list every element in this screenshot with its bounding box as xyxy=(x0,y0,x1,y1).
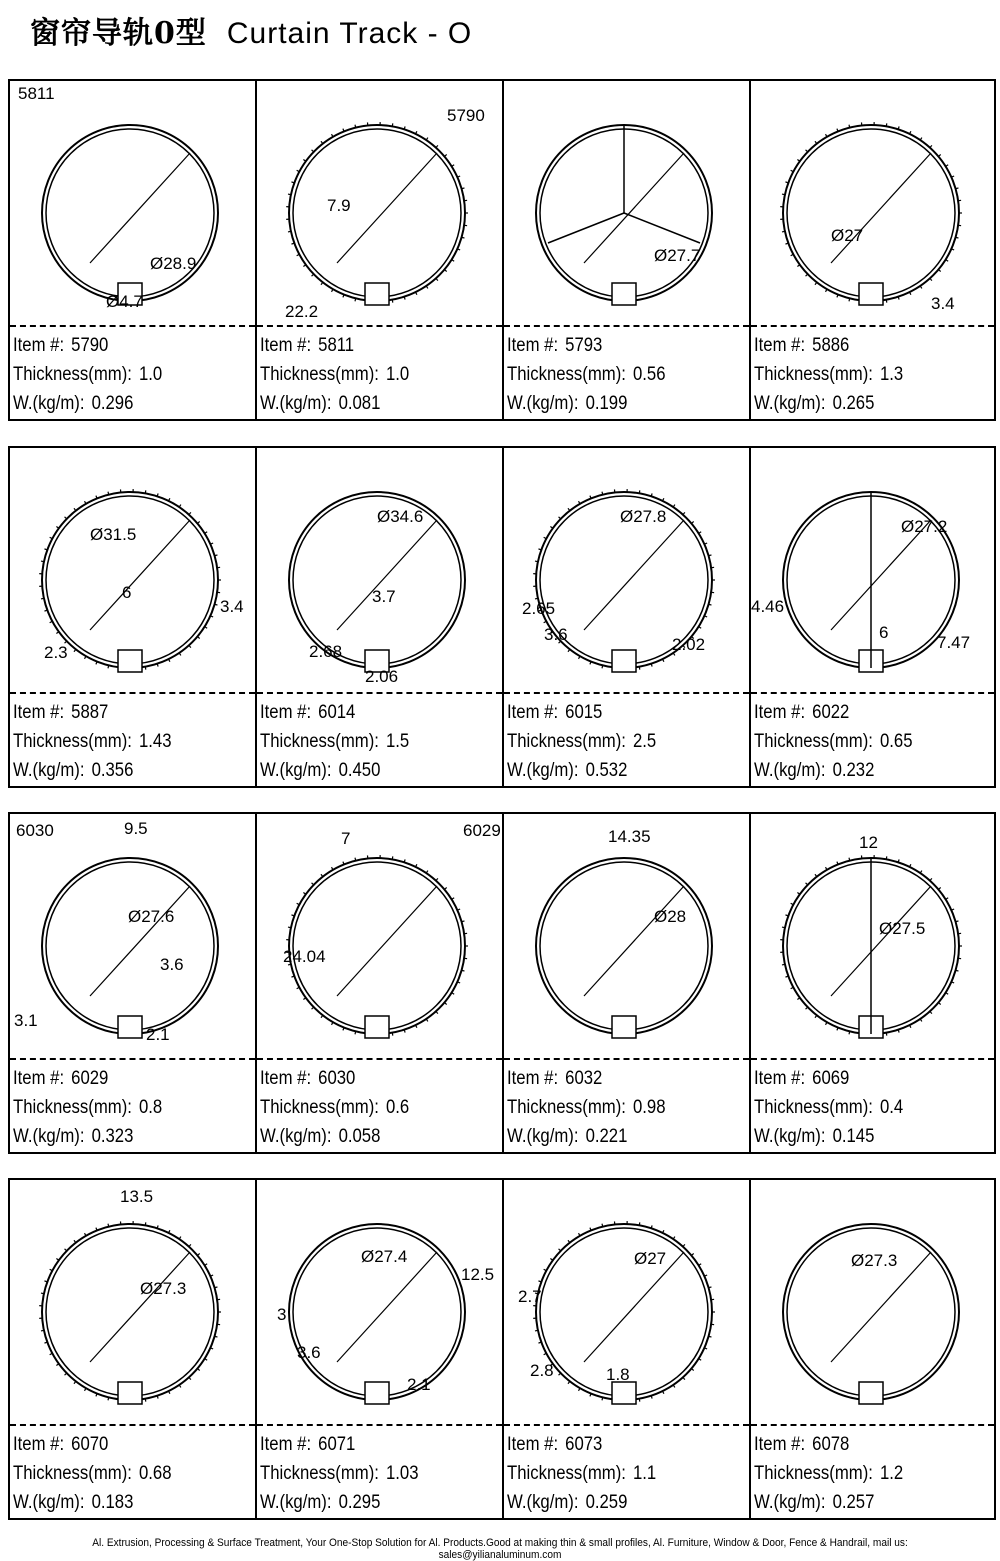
weight-value: 0.199 xyxy=(586,393,628,414)
dimension-label: Ø31.5 xyxy=(90,525,136,544)
thickness-label: Thickness(mm): xyxy=(260,1463,379,1484)
product-card xyxy=(10,81,257,419)
item-number-label: Item #: xyxy=(260,335,311,356)
dimension-label: 3.4 xyxy=(220,597,244,616)
dimension-label: Ø27.6 xyxy=(128,907,174,926)
item-number-line xyxy=(754,331,903,360)
weight-label: W.(kg/m): xyxy=(754,760,826,781)
dimension-label: Ø27 xyxy=(831,226,863,245)
thickness-value: 0.6 xyxy=(386,1097,409,1118)
item-number-line xyxy=(754,1064,903,1093)
thickness-value: 1.03 xyxy=(386,1463,419,1484)
product-card xyxy=(504,814,751,1152)
product-card xyxy=(751,448,994,786)
thickness-line xyxy=(754,1459,903,1488)
item-number-line xyxy=(260,1430,418,1459)
thickness-label: Thickness(mm): xyxy=(754,1463,873,1484)
dimension-label: 24.04 xyxy=(283,947,326,966)
item-number-label: Item #: xyxy=(260,1068,311,1089)
weight-line xyxy=(13,389,162,418)
product-card xyxy=(504,81,751,419)
thickness-value: 1.2 xyxy=(880,1463,903,1484)
dimension-label: 2.3 xyxy=(44,643,68,662)
dimension-label: Ø34.6 xyxy=(377,507,423,526)
weight-line xyxy=(754,389,903,418)
item-number-value: 5790 xyxy=(71,335,108,356)
weight-line xyxy=(507,756,656,785)
profile-drawing xyxy=(504,1180,750,1424)
footer-text: Al. Extrusion, Processing & Surface Treatment, Your One-Stop Solution for Al. Products.Good at making thin & small profiles, Al. Furniture, Window & Door, Fence & Handrail, mail us: sales@yilianaluminum.com xyxy=(40,1537,960,1561)
product-specs xyxy=(507,331,665,418)
weight-label: W.(kg/m): xyxy=(260,1126,332,1147)
weight-line xyxy=(507,389,665,418)
product-specs xyxy=(260,698,409,785)
product-card xyxy=(257,81,504,419)
weight-value: 0.081 xyxy=(339,393,381,414)
section-divider xyxy=(10,325,255,327)
item-number-line xyxy=(260,331,409,360)
dimension-label: Ø27.2 xyxy=(901,517,947,536)
product-card xyxy=(257,814,504,1152)
item-number-label: Item #: xyxy=(260,702,311,723)
item-number-value: 6014 xyxy=(318,702,355,723)
profile-drawing xyxy=(257,448,503,692)
item-number-label: Item #: xyxy=(13,1434,64,1455)
item-number-label: Item #: xyxy=(507,1434,558,1455)
dimension-label: 22.2 xyxy=(285,302,318,321)
item-number-value: 6029 xyxy=(71,1068,108,1089)
dimension-label: 6 xyxy=(122,583,131,602)
thickness-line xyxy=(260,1459,418,1488)
dimension-label: 6 xyxy=(879,623,888,642)
thickness-line xyxy=(13,727,171,756)
item-number-line xyxy=(507,331,665,360)
thickness-value: 1.3 xyxy=(880,364,903,385)
weight-value: 0.450 xyxy=(339,760,381,781)
item-number-label: Item #: xyxy=(260,1434,311,1455)
dimension-label: Ø27.8 xyxy=(620,507,666,526)
section-divider xyxy=(751,1424,994,1426)
item-number-label: Item #: xyxy=(754,1068,805,1089)
item-number-label: Item #: xyxy=(754,1434,805,1455)
weight-value: 0.265 xyxy=(833,393,875,414)
item-number-value: 6032 xyxy=(565,1068,602,1089)
item-number-value: 6069 xyxy=(812,1068,849,1089)
item-number-line xyxy=(754,698,912,727)
dimension-label: Ø4.7 xyxy=(106,292,143,311)
weight-label: W.(kg/m): xyxy=(754,393,826,414)
weight-label: W.(kg/m): xyxy=(507,1126,579,1147)
dimension-label: Ø27.3 xyxy=(851,1251,897,1270)
dimension-label: 2.65 xyxy=(522,599,555,618)
item-number-value: 5886 xyxy=(812,335,849,356)
dimension-label: 12 xyxy=(859,833,878,852)
dimension-label: Ø27 xyxy=(634,1249,666,1268)
dimension-label: Ø27.5 xyxy=(879,919,925,938)
dimension-label: 2.68 xyxy=(309,642,342,661)
thickness-line xyxy=(754,1093,903,1122)
product-specs xyxy=(13,1430,171,1517)
thickness-label: Thickness(mm): xyxy=(260,1097,379,1118)
profile-drawing xyxy=(257,81,503,325)
catalog-row xyxy=(8,1178,996,1520)
section-divider xyxy=(504,692,749,694)
profile-drawing xyxy=(504,448,750,692)
section-divider xyxy=(257,692,502,694)
item-number-line xyxy=(13,1064,162,1093)
product-card xyxy=(257,1180,504,1518)
thickness-line xyxy=(13,1093,162,1122)
item-number-value: 5887 xyxy=(71,702,108,723)
product-specs xyxy=(754,331,903,418)
item-number-value: 5793 xyxy=(565,335,602,356)
thickness-value: 1.1 xyxy=(633,1463,656,1484)
thickness-label: Thickness(mm): xyxy=(507,364,626,385)
product-card xyxy=(504,448,751,786)
weight-value: 0.232 xyxy=(833,760,875,781)
item-number-label: Item #: xyxy=(754,335,805,356)
weight-label: W.(kg/m): xyxy=(13,393,85,414)
weight-line xyxy=(260,756,409,785)
weight-label: W.(kg/m): xyxy=(507,1492,579,1513)
dimension-label: 14.35 xyxy=(608,827,651,846)
product-specs xyxy=(260,1064,409,1151)
thickness-line xyxy=(260,1093,409,1122)
weight-line xyxy=(507,1488,656,1517)
thickness-value: 0.56 xyxy=(633,364,666,385)
thickness-label: Thickness(mm): xyxy=(260,364,379,385)
section-divider xyxy=(257,1424,502,1426)
product-card xyxy=(10,1180,257,1518)
dimension-label: 2.02 xyxy=(672,635,705,654)
weight-value: 0.058 xyxy=(339,1126,381,1147)
dimension-label: 2.06 xyxy=(365,667,398,686)
weight-line xyxy=(260,1122,409,1151)
thickness-value: 0.98 xyxy=(633,1097,666,1118)
thickness-label: Thickness(mm): xyxy=(754,364,873,385)
profile-drawing xyxy=(10,448,256,692)
item-number-value: 6078 xyxy=(812,1434,849,1455)
thickness-label: Thickness(mm): xyxy=(507,1463,626,1484)
dimension-label: Ø28.9 xyxy=(150,254,196,273)
page-title-chinese: 窗帘导轨0型 xyxy=(30,16,207,51)
catalog-row xyxy=(8,79,996,421)
weight-line xyxy=(13,1488,171,1517)
dimension-label: 9.5 xyxy=(124,819,148,838)
thickness-label: Thickness(mm): xyxy=(13,1097,132,1118)
weight-value: 0.145 xyxy=(833,1126,875,1147)
item-number-line xyxy=(507,1430,656,1459)
product-card xyxy=(10,448,257,786)
section-divider xyxy=(10,1058,255,1060)
section-divider xyxy=(751,692,994,694)
section-divider xyxy=(504,1424,749,1426)
weight-value: 0.257 xyxy=(833,1492,875,1513)
section-divider xyxy=(10,692,255,694)
dimension-label: 7.9 xyxy=(327,196,351,215)
product-card xyxy=(751,1180,994,1518)
dimension-label: 5790 xyxy=(447,106,485,125)
product-specs xyxy=(260,1430,418,1517)
profile-drawing xyxy=(10,81,256,325)
product-specs xyxy=(754,698,912,785)
page-title-english: Curtain Track - O xyxy=(227,17,472,50)
section-divider xyxy=(257,325,502,327)
weight-value: 0.356 xyxy=(92,760,134,781)
thickness-line xyxy=(13,1459,171,1488)
section-divider xyxy=(257,1058,502,1060)
weight-label: W.(kg/m): xyxy=(754,1126,826,1147)
weight-label: W.(kg/m): xyxy=(13,1492,85,1513)
dimension-label: 3.4 xyxy=(931,294,955,313)
catalog-row xyxy=(8,446,996,788)
thickness-label: Thickness(mm): xyxy=(13,1463,132,1484)
weight-label: W.(kg/m): xyxy=(13,1126,85,1147)
thickness-label: Thickness(mm): xyxy=(754,731,873,752)
thickness-line xyxy=(507,1459,656,1488)
dimension-label: 3.6 xyxy=(544,625,568,644)
thickness-line xyxy=(260,727,409,756)
dimension-label: 2.1 xyxy=(146,1025,170,1044)
dimension-label: Ø27.3 xyxy=(140,1279,186,1298)
dimension-label: 3.6 xyxy=(160,955,184,974)
section-divider xyxy=(10,1424,255,1426)
item-number-value: 6015 xyxy=(565,702,602,723)
item-number-line xyxy=(13,331,162,360)
catalog-row xyxy=(8,812,996,1154)
weight-label: W.(kg/m): xyxy=(260,1492,332,1513)
item-number-label: Item #: xyxy=(13,702,64,723)
thickness-line xyxy=(260,360,409,389)
profile-drawing xyxy=(504,81,750,325)
thickness-line xyxy=(507,727,656,756)
item-number-label: Item #: xyxy=(13,335,64,356)
thickness-line xyxy=(754,360,903,389)
thickness-label: Thickness(mm): xyxy=(13,731,132,752)
dimension-label: 2.1 xyxy=(407,1375,431,1394)
weight-label: W.(kg/m): xyxy=(507,393,579,414)
dimension-label: 4.46 xyxy=(751,597,784,616)
profile-drawing xyxy=(751,1180,997,1424)
item-number-label: Item #: xyxy=(507,1068,558,1089)
weight-value: 0.183 xyxy=(92,1492,134,1513)
dimension-label: Ø28 xyxy=(654,907,686,926)
dimension-label: 3.6 xyxy=(297,1343,321,1362)
weight-value: 0.259 xyxy=(586,1492,628,1513)
product-card xyxy=(257,448,504,786)
dimension-label: 3 xyxy=(277,1305,286,1324)
profile-drawing xyxy=(257,814,503,1058)
thickness-label: Thickness(mm): xyxy=(754,1097,873,1118)
section-divider xyxy=(504,1058,749,1060)
weight-line xyxy=(754,756,912,785)
weight-label: W.(kg/m): xyxy=(260,393,332,414)
item-number-value: 6070 xyxy=(71,1434,108,1455)
item-number-label: Item #: xyxy=(13,1068,64,1089)
product-card xyxy=(751,814,994,1152)
product-specs xyxy=(507,1430,656,1517)
profile-drawing xyxy=(257,1180,503,1424)
item-number-line xyxy=(13,698,171,727)
thickness-line xyxy=(754,727,912,756)
product-specs xyxy=(260,331,409,418)
dimension-label: 3.1 xyxy=(14,1011,38,1030)
weight-label: W.(kg/m): xyxy=(507,760,579,781)
item-number-line xyxy=(507,698,656,727)
profile-drawing xyxy=(751,814,997,1058)
dimension-label: 2.8 xyxy=(530,1361,554,1380)
dimension-label: Ø27.4 xyxy=(361,1247,407,1266)
product-card xyxy=(751,81,994,419)
product-specs xyxy=(13,331,162,418)
dimension-label: 2.7 xyxy=(518,1287,542,1306)
thickness-value: 1.5 xyxy=(386,731,409,752)
weight-value: 0.323 xyxy=(92,1126,134,1147)
item-number-label: Item #: xyxy=(507,702,558,723)
weight-line xyxy=(13,756,171,785)
profile-drawing xyxy=(751,81,997,325)
thickness-value: 0.68 xyxy=(139,1463,172,1484)
weight-line xyxy=(507,1122,665,1151)
section-divider xyxy=(751,1058,994,1060)
dimension-label: 7.47 xyxy=(937,633,970,652)
item-number-value: 6022 xyxy=(812,702,849,723)
profile-drawing xyxy=(504,814,750,1058)
product-card xyxy=(504,1180,751,1518)
item-number-value: 5811 xyxy=(318,335,354,356)
weight-line xyxy=(260,1488,418,1517)
weight-value: 0.221 xyxy=(586,1126,628,1147)
profile-drawing xyxy=(751,448,997,692)
item-number-label: Item #: xyxy=(507,335,558,356)
dimension-label: 3.7 xyxy=(372,587,396,606)
weight-label: W.(kg/m): xyxy=(754,1492,826,1513)
dimension-label: 7 xyxy=(341,829,350,848)
dimension-label: 6030 xyxy=(16,821,54,840)
dimension-label: 13.5 xyxy=(120,1187,153,1206)
page-title xyxy=(30,8,472,52)
section-divider xyxy=(751,325,994,327)
item-number-value: 6073 xyxy=(565,1434,602,1455)
item-number-value: 6030 xyxy=(318,1068,355,1089)
profile-drawing xyxy=(10,814,256,1058)
thickness-line xyxy=(507,360,665,389)
weight-label: W.(kg/m): xyxy=(13,760,85,781)
dimension-label: Ø27.7 xyxy=(654,246,700,265)
product-card xyxy=(10,814,257,1152)
weight-value: 0.295 xyxy=(339,1492,381,1513)
thickness-label: Thickness(mm): xyxy=(260,731,379,752)
thickness-value: 1.0 xyxy=(139,364,162,385)
weight-label: W.(kg/m): xyxy=(260,760,332,781)
thickness-label: Thickness(mm): xyxy=(507,731,626,752)
item-number-label: Item #: xyxy=(754,702,805,723)
thickness-value: 1.43 xyxy=(139,731,172,752)
product-specs xyxy=(507,698,656,785)
weight-value: 0.296 xyxy=(92,393,134,414)
thickness-value: 2.5 xyxy=(633,731,656,752)
thickness-line xyxy=(507,1093,665,1122)
weight-line xyxy=(13,1122,162,1151)
thickness-line xyxy=(13,360,162,389)
item-number-value: 6071 xyxy=(318,1434,355,1455)
item-number-line xyxy=(507,1064,665,1093)
product-specs xyxy=(507,1064,665,1151)
thickness-value: 0.8 xyxy=(139,1097,162,1118)
item-number-line xyxy=(260,698,409,727)
product-specs xyxy=(754,1430,903,1517)
thickness-value: 1.0 xyxy=(386,364,409,385)
thickness-label: Thickness(mm): xyxy=(507,1097,626,1118)
dimension-label: 5811 xyxy=(18,84,55,103)
dimension-label: 1.8 xyxy=(606,1365,630,1384)
thickness-value: 0.65 xyxy=(880,731,913,752)
weight-line xyxy=(260,389,409,418)
product-specs xyxy=(13,698,171,785)
weight-value: 0.532 xyxy=(586,760,628,781)
profile-drawing xyxy=(10,1180,256,1424)
weight-line xyxy=(754,1488,903,1517)
dimension-label: 6029 xyxy=(463,821,501,840)
product-specs xyxy=(754,1064,903,1151)
dimension-label: 12.5 xyxy=(461,1265,494,1284)
product-specs xyxy=(13,1064,162,1151)
item-number-line xyxy=(754,1430,903,1459)
item-number-line xyxy=(13,1430,171,1459)
item-number-line xyxy=(260,1064,409,1093)
thickness-value: 0.4 xyxy=(880,1097,903,1118)
thickness-label: Thickness(mm): xyxy=(13,364,132,385)
section-divider xyxy=(504,325,749,327)
weight-line xyxy=(754,1122,903,1151)
